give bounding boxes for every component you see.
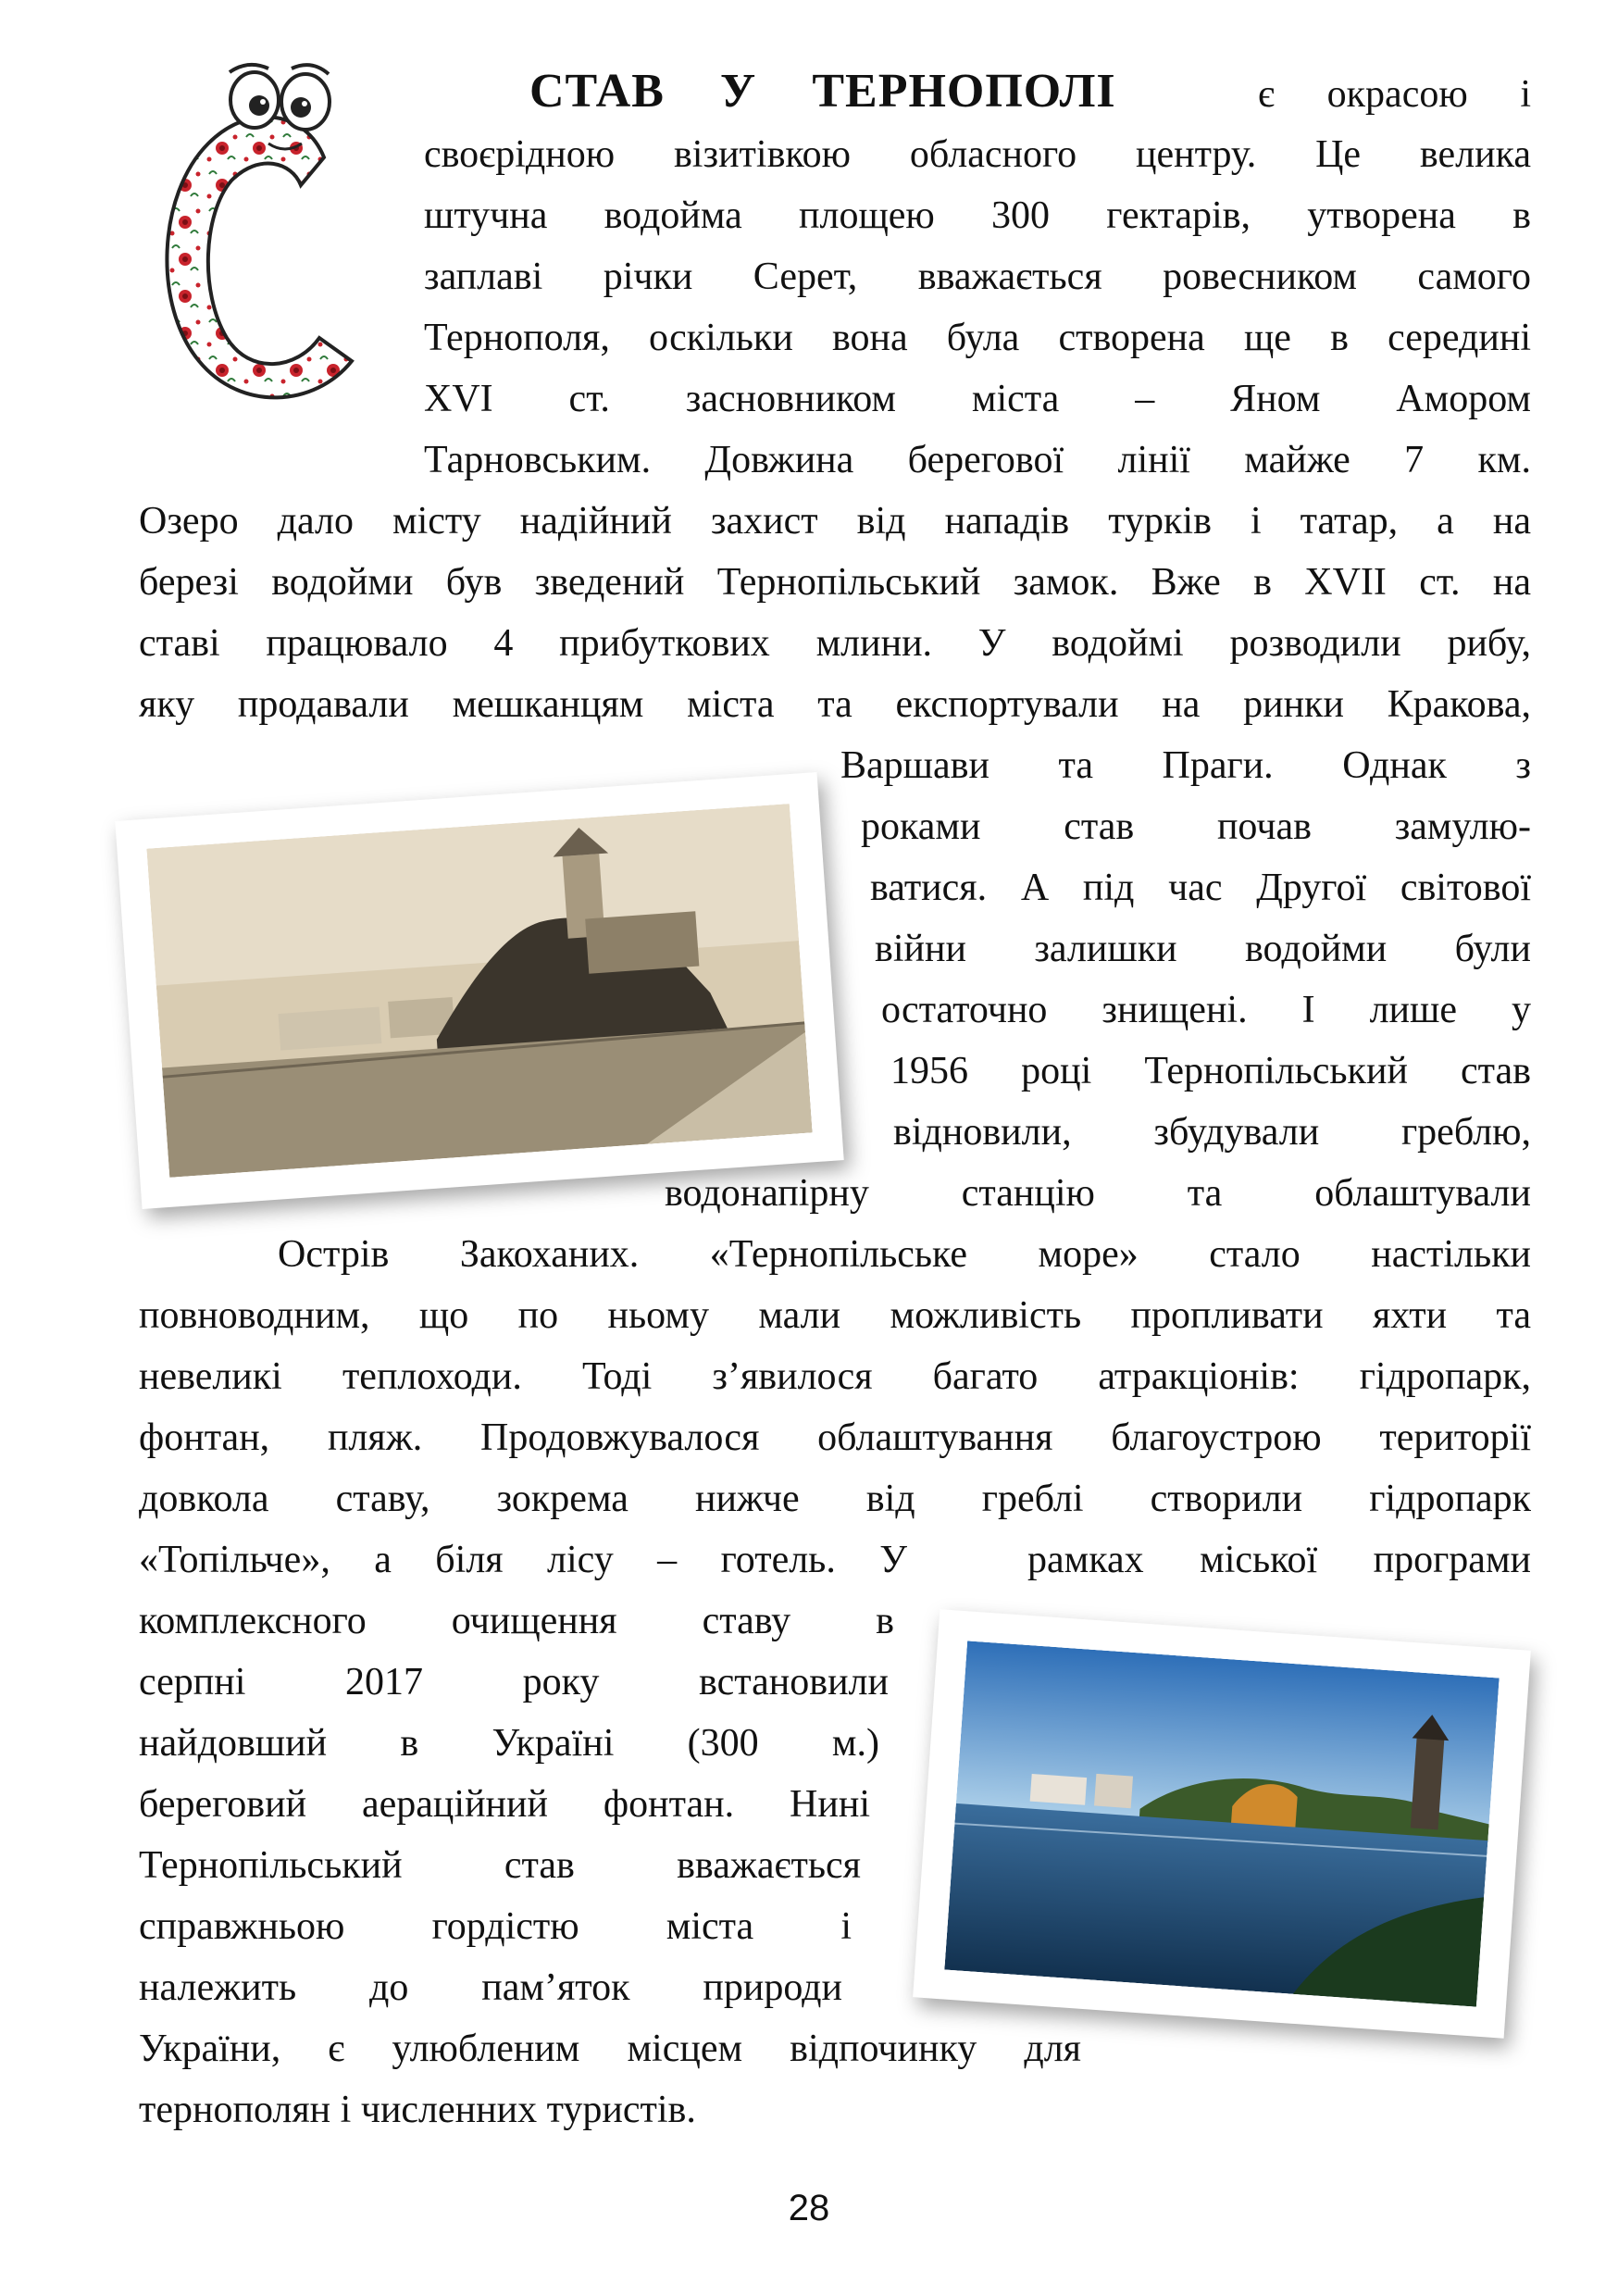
- text-line-22: невеликі теплоходи. Тоді з’явилося багато атракціонів: гідропарк,: [139, 1355, 1531, 1398]
- text-line-30: Тернопільський став вважається: [139, 1844, 861, 1887]
- text-line-16: остаточно знищені. І лише у: [881, 989, 1531, 1031]
- text-line-1-rest: є окрасою і: [1257, 73, 1531, 116]
- text-line-18: відновили, збудували греблю,: [893, 1111, 1531, 1154]
- text-line-26: комплексного очищення ставу в: [139, 1600, 894, 1642]
- text-line-29: береговий аераційний фонтан. Нині: [139, 1783, 870, 1826]
- historic-pond-photo: [115, 772, 843, 1209]
- text-line-25a: «Топільче», а біля лісу – готель. У: [139, 1539, 907, 1581]
- text-line-23: фонтан, пляж. Продовжувалося облаштування благоустрою території: [139, 1416, 1531, 1459]
- page-number: 28: [788, 2188, 830, 2228]
- text-line-11: яку продавали мешканцям міста та експортували на ринки Кракова,: [139, 683, 1531, 726]
- text-line-10: ставі працювало 4 прибуткових млини. У водоймі розводили рибу,: [139, 622, 1531, 665]
- text-line-2: своєрідною візитівкою обласного центру. Це велика: [424, 133, 1531, 176]
- text-line-27: серпні 2017 року встановили: [139, 1661, 889, 1703]
- text-line-9: березі водойми був зведений Тернопільський замок. Вже в XVII ст. на: [139, 561, 1531, 604]
- text-line-5: Тернополя, оскільки вона була створена ще в середині: [424, 317, 1531, 359]
- text-line-4: заплаві річки Серет, вважається ровесником самого: [424, 256, 1531, 298]
- text-line-13: роками став почав замулю-: [861, 805, 1531, 848]
- text-line-3: штучна водойма площею 300 гектарів, утворена в: [424, 194, 1531, 237]
- dropcap-letter-s: [130, 56, 407, 444]
- text-line-1: [529, 61, 1531, 122]
- modern-pond-photo: [913, 1609, 1531, 2039]
- modern-pond-image-icon: [944, 1641, 1499, 2006]
- article-title: СТАВ У ТЕРНОПОЛІ: [529, 65, 1116, 118]
- text-line-21: повноводним, що по ньому мали можливість пропливати яхти та: [139, 1294, 1531, 1337]
- text-line-25b: рамках міської програми: [1027, 1539, 1531, 1581]
- text-line-6: XVI ст. засновником міста – Яном Амором: [424, 378, 1531, 420]
- text-line-34: тернополян і численних туристів.: [139, 2089, 696, 2131]
- text-line-19: водонапірну станцію та облаштували: [665, 1172, 1531, 1215]
- text-line-33: України, є улюбленим місцем відпочинку для: [139, 2028, 1081, 2070]
- text-line-24: довкола ставу, зокрема нижче від греблі створили гідропарк: [139, 1478, 1531, 1520]
- text-line-15: війни залишки водойми були: [875, 928, 1531, 970]
- text-line-12: Варшави та Праги. Однак з: [840, 744, 1531, 787]
- text-line-31: справжньою гордістю міста і: [139, 1905, 852, 1948]
- text-line-32: належить до пам’яток природи: [139, 1966, 842, 2009]
- historic-pond-image-icon: [146, 804, 812, 1178]
- text-line-7: Тарновським. Довжина берегової лінії майже 7 км.: [424, 439, 1531, 481]
- text-line-20: Острів Закоханих. «Тернопільське море» стало настільки: [278, 1233, 1531, 1276]
- text-line-28: найдовший в Україні (300 м.): [139, 1722, 879, 1765]
- text-line-8: Озеро дало місту надійний захист від нападів турків і татар, а на: [139, 500, 1531, 543]
- text-line-14: ватися. А під час Другої світової: [870, 867, 1531, 909]
- text-line-17: 1956 році Тернопільський став: [890, 1050, 1531, 1092]
- dropcap-letter-s-icon: [130, 56, 407, 444]
